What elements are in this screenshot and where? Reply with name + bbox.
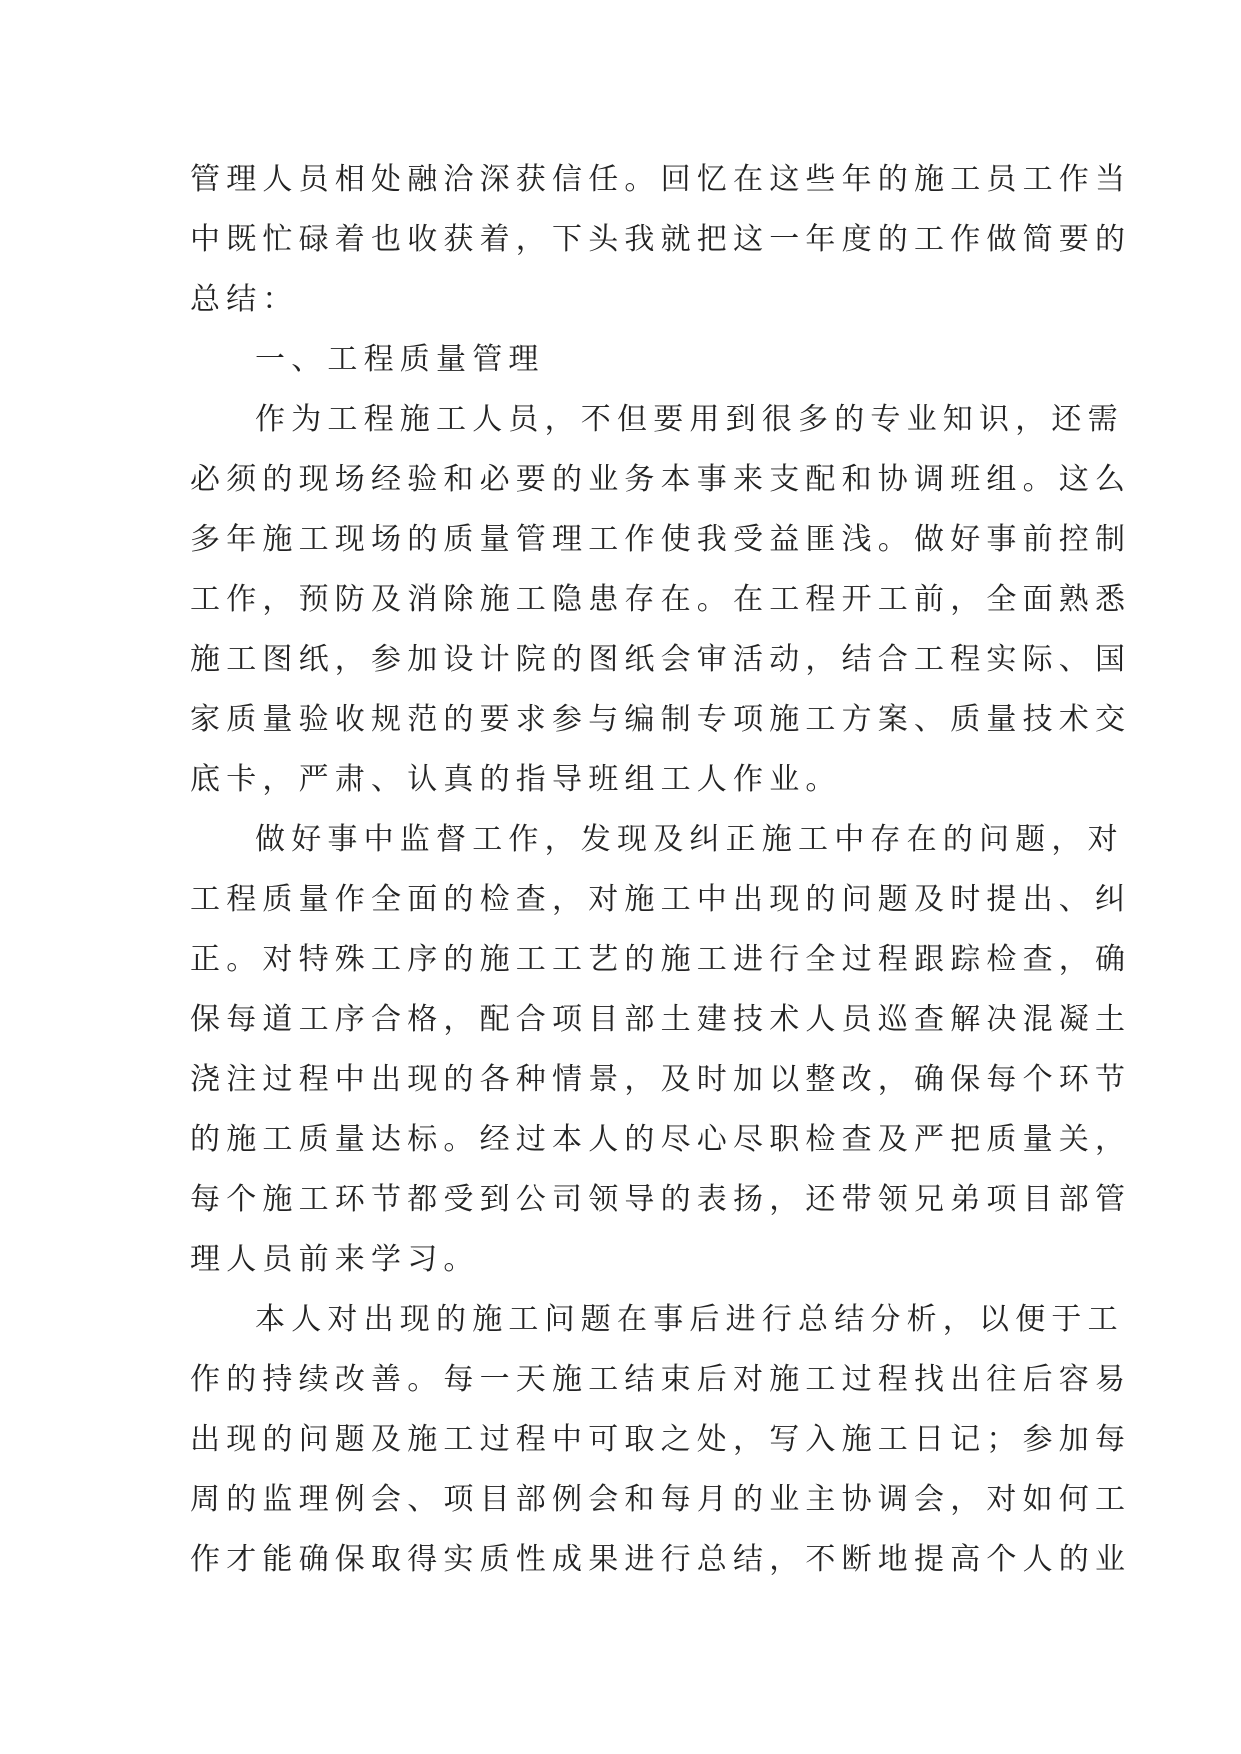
text-line: 每个施工环节都受到公司领导的表扬，还带领兄弟项目部管	[190, 1182, 1132, 1217]
text-line: 理人员前来学习。	[190, 1242, 480, 1277]
text-line: 本人对出现的施工问题在事后进行总结分析，以便于工	[255, 1302, 1124, 1337]
text-line: 保每道工序合格，配合项目部土建技术人员巡查解决混凝土	[190, 1002, 1132, 1037]
text-line: 正。对特殊工序的施工工艺的施工进行全过程跟踪检查，确	[190, 942, 1132, 977]
text-line: 工程质量作全面的检查，对施工中出现的问题及时提出、纠	[190, 882, 1132, 917]
text-line: 家质量验收规范的要求参与编制专项施工方案、质量技术交	[190, 702, 1132, 737]
text-line: 作的持续改善。每一天施工结束后对施工过程找出往后容易	[190, 1362, 1132, 1397]
text-line: 中既忙碌着也收获着，下头我就把这一年度的工作做简要的	[190, 222, 1132, 257]
section-heading: 一、工程质量管理	[255, 342, 545, 377]
text-line: 施工图纸，参加设计院的图纸会审活动，结合工程实际、国	[190, 642, 1132, 677]
text-line: 底卡，严肃、认真的指导班组工人作业。	[190, 762, 842, 797]
text-line: 工作，预防及消除施工隐患存在。在工程开工前，全面熟悉	[190, 582, 1132, 617]
text-line: 浇注过程中出现的各种情景，及时加以整改，确保每个环节	[190, 1062, 1132, 1097]
text-line: 管理人员相处融洽深获信任。回忆在这些年的施工员工作当	[190, 162, 1132, 197]
text-line: 周的监理例会、项目部例会和每月的业主协调会，对如何工	[190, 1482, 1132, 1517]
text-line: 总结：	[190, 282, 299, 317]
text-line: 做好事中监督工作，发现及纠正施工中存在的问题，对	[255, 822, 1124, 857]
text-line: 作才能确保取得实质性成果进行总结，不断地提高个人的业	[190, 1542, 1132, 1577]
text-line: 必须的现场经验和必要的业务本事来支配和协调班组。这么	[190, 462, 1132, 497]
text-line: 多年施工现场的质量管理工作使我受益匪浅。做好事前控制	[190, 522, 1132, 557]
text-line: 的施工质量达标。经过本人的尽心尽职检查及严把质量关，	[190, 1122, 1132, 1157]
text-line: 出现的问题及施工过程中可取之处，写入施工日记；参加每	[190, 1422, 1132, 1457]
text-line: 作为工程施工人员，不但要用到很多的专业知识，还需	[255, 402, 1124, 437]
